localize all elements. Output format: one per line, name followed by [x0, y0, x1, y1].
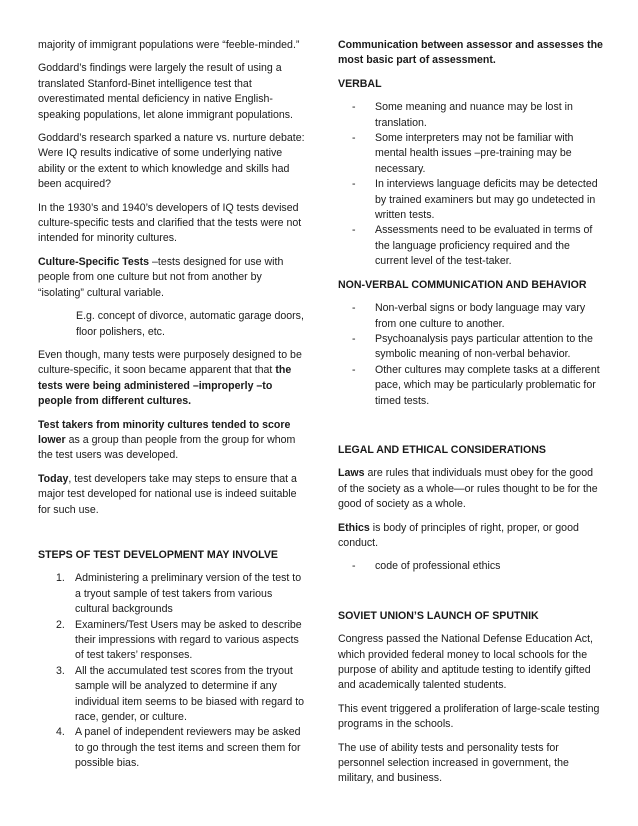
step-number: 1.	[56, 572, 65, 585]
example-paragraph: E.g. concept of divorce, automatic garage doors, floor polishers, etc.	[76, 310, 304, 338]
ethics-list-item	[338, 559, 604, 574]
list-item-text: code of professional ethics	[375, 560, 501, 573]
paragraph-1930s: In the 1930’s and 1940’s developers of IQ tests devised culture-specific tests and clarified that the tests were not intended for minority cultures.	[38, 201, 302, 245]
spacer	[38, 526, 306, 548]
term-ethics: Ethics	[338, 521, 370, 534]
dash-bullet: -	[352, 363, 356, 376]
paragraph-goddard-findings: Goddard’s findings were largely the result of using a translated Stanford-Binet intelligence test that overestimated mental deficiency in native English-speaking populations, let alone immigrant populations.	[38, 62, 294, 121]
dash-bullet: -	[352, 560, 356, 573]
definition-ethics: is body of principles of right, proper, or good conduct.	[338, 521, 579, 549]
section-heading-legal: LEGAL AND ETHICAL CONSIDERATIONS	[338, 443, 546, 456]
definition-laws: are rules that individuals must obey for the good of the society as a whole—or rules thought to be for the good of society as a whole.	[338, 467, 598, 511]
ethics-list	[338, 559, 604, 574]
step-item	[38, 725, 306, 771]
list-item-text: In interviews language deficits may be detected by trained examiners but may go undetected in written tests.	[375, 178, 598, 222]
list-item-text: Psychoanalysis pays particular attention to the symbolic meaning of non-verbal behavior.	[375, 332, 593, 361]
step-item	[38, 664, 306, 726]
paragraph-text: Even though, many tests were purposely designed to be culture-specific, it soon became apparent that that	[38, 348, 302, 377]
paragraph-today	[38, 472, 306, 518]
section-heading-nonverbal: NON-VERBAL COMMUNICATION AND BEHAVIOR	[338, 278, 587, 291]
dash-bullet: -	[352, 224, 356, 237]
paragraph-text: , test developers take may steps to ensure that a major test developed for national use is indeed suitable for such use.	[38, 472, 297, 516]
step-number: 2.	[56, 618, 65, 631]
nonverbal-list-item	[338, 363, 604, 409]
verbal-list-item	[338, 100, 604, 131]
verbal-list-item	[338, 131, 604, 177]
nonverbal-list	[338, 301, 604, 409]
left-column	[38, 38, 306, 780]
step-text: Administering a preliminary version of the test to a tryout sample of test takers from various cultural backgrounds	[75, 572, 302, 616]
paragraph-ndea: Congress passed the National Defense Education Act, which provided federal money to local schools for the purpose of ability and aptitude testing to identify gifted and academically talented students.	[338, 633, 593, 692]
paragraph-culture-specific	[38, 255, 306, 301]
dash-bullet: -	[352, 101, 356, 114]
list-item-text: Other cultures may complete tasks at a different pace, which may be particularly problematic for timed tests.	[375, 363, 600, 407]
step-number: 3.	[56, 664, 65, 677]
verbal-list-item	[338, 223, 604, 269]
paragraph-proliferation: This event triggered a proliferation of large-scale testing programs in the schools.	[338, 702, 600, 731]
dash-bullet: -	[352, 178, 356, 191]
right-column	[338, 38, 604, 795]
section-heading-verbal: VERBAL	[338, 77, 382, 90]
step-text: Examiners/Test Users may be asked to describe their impressions with regard to various aspects of test takers’ responses.	[75, 618, 302, 662]
paragraph-ethics	[338, 521, 604, 552]
bold-emphasis: the tests were being administered –improperly –to people from different cultures.	[38, 364, 292, 408]
verbal-list	[338, 100, 604, 269]
spacer	[338, 417, 604, 443]
term-culture-specific-tests: Culture-Specific Tests	[38, 255, 150, 268]
step-item	[38, 571, 306, 617]
verbal-list-item	[338, 177, 604, 223]
paragraph-laws	[338, 466, 604, 512]
section-heading-communication: Communication between assessor and assesses the most basic part of assessment.	[338, 39, 603, 67]
dash-bullet: -	[352, 302, 356, 315]
nonverbal-list-item	[338, 301, 604, 332]
step-text: A panel of independent reviewers may be asked to go through the test items and screen them for possible bias.	[75, 726, 301, 770]
list-item-text: Some meaning and nuance may be lost in translation.	[375, 101, 573, 129]
section-heading-sputnik: SOVIET UNION’S LAUNCH OF SPUTNIK	[338, 609, 539, 622]
bold-emphasis: Test takers from minority cultures tended to score lower	[38, 418, 291, 446]
list-item-text: Non-verbal signs or body language may vary from one culture to another.	[375, 302, 586, 330]
paragraph-text: as a group than people from the group for whom the test users was developed.	[38, 433, 296, 462]
step-text: All the accumulated test scores from the tryout sample will be analyzed to determine if any individual item seems to be biased with regard to race, gender, or culture.	[75, 664, 305, 724]
paragraph-improper-administration	[38, 348, 306, 410]
paragraph-nature-nurture: Goddard’s research sparked a nature vs. nurture debate: Were IQ results indicative of some underlying native ability or the extent to which knowledge and skills had been acquired?	[38, 132, 305, 191]
section-heading-steps: STEPS OF TEST DEVELOPMENT MAY INVOLVE	[38, 548, 278, 561]
paragraph-personnel-selection: The use of ability tests and personality tests for personnel selection increased in government, the military, and business.	[338, 741, 569, 785]
list-item-text: Assessments need to be evaluated in terms of the language proficiency required and the current level of the test-taker.	[375, 224, 593, 268]
term-laws: Laws	[338, 467, 365, 480]
step-number: 4.	[56, 726, 65, 739]
definition-culture-specific-tests: –tests designed for use with people from one culture but not from another by “isolating” cultural variable.	[38, 255, 284, 299]
nonverbal-list-item	[338, 332, 604, 363]
list-item-text: Some interpreters may not be familiar with mental health issues –pre-training may be necessary.	[375, 132, 574, 175]
steps-list	[38, 571, 306, 771]
bold-emphasis: Today	[38, 472, 69, 485]
dash-bullet: -	[352, 332, 356, 345]
spacer	[338, 583, 604, 609]
paragraph-feeble-minded: majority of immigrant populations were “feeble-minded.”	[38, 39, 300, 51]
paragraph-minority-scores	[38, 418, 306, 464]
dash-bullet: -	[352, 132, 356, 145]
step-item	[38, 618, 306, 664]
